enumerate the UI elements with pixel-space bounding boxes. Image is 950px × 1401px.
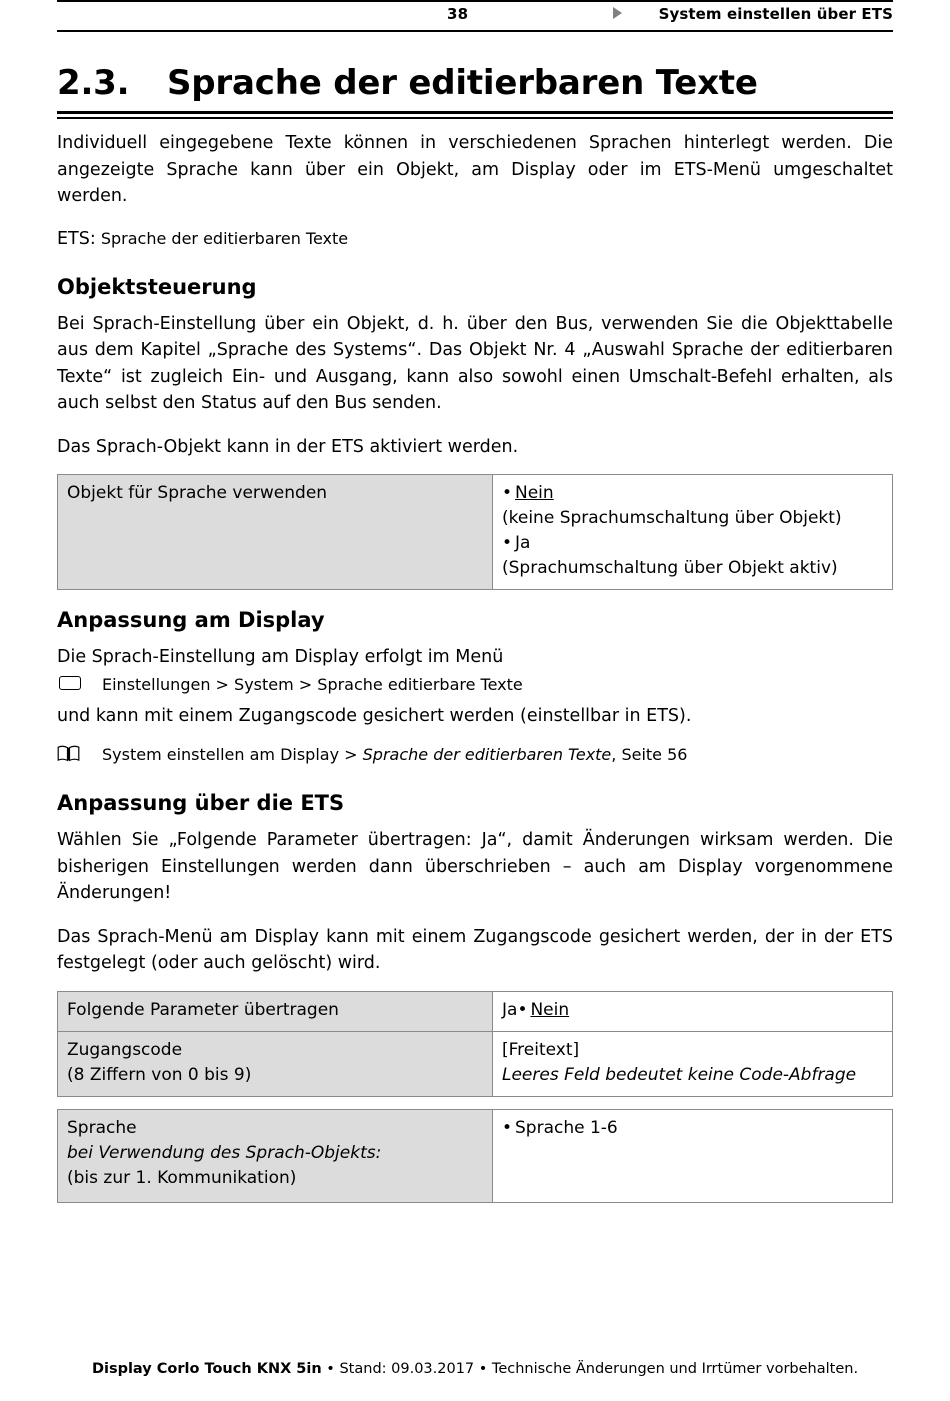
ets-paragraph-block xyxy=(57,827,893,907)
option-note-2: (Sprachumschaltung über Objekt aktiv) xyxy=(502,558,838,578)
page-header xyxy=(57,0,893,34)
param-value-cell xyxy=(493,991,893,1031)
table-row xyxy=(58,991,893,1031)
ets-paragraph2-block xyxy=(57,924,893,977)
table-ets-parameters xyxy=(57,991,893,1097)
param-value-cell xyxy=(493,475,893,590)
option-value-freetext: [Freitext] xyxy=(502,1039,580,1060)
ets-label-line xyxy=(57,227,893,251)
param-name-cell xyxy=(58,1031,493,1096)
cross-reference-suffix: , Seite 56 xyxy=(611,745,688,764)
bullet-icon: • xyxy=(502,483,513,503)
option-row-2 xyxy=(502,531,883,556)
table-row xyxy=(58,1109,893,1202)
heading-anpassung-ets: Anpassung über die ETS xyxy=(57,791,345,815)
ets-label-block xyxy=(57,227,893,251)
chapter-rule-thick xyxy=(57,111,893,114)
chapter-title-line xyxy=(57,62,893,104)
param-name: Zugangscode xyxy=(67,1039,183,1060)
param-name-cell xyxy=(58,991,493,1031)
footer-product: Display Corlo Touch KNX 5in xyxy=(91,1361,322,1377)
option-value-2: Ja xyxy=(515,533,531,553)
object-paragraph2-block xyxy=(57,434,893,461)
param-name-sub-1: bei Verwendung des Sprach-Objekts: xyxy=(67,1142,382,1163)
menu-path-line xyxy=(57,673,893,697)
footer-info: • Stand: 09.03.2017 • Technische Änderungen und Irrtümer vorbehalten. xyxy=(321,1361,859,1377)
chapter-heading xyxy=(57,62,893,119)
object-paragraph-block xyxy=(57,311,893,417)
ets-value: Sprache der editierbaren Texte xyxy=(100,228,349,248)
table-language-selection xyxy=(57,1109,893,1203)
option-note-1: (keine Sprachumschaltung über Objekt) xyxy=(502,508,842,528)
param-name: Folgende Parameter übertragen xyxy=(67,999,339,1020)
option-value-plain: Ja xyxy=(502,999,518,1020)
table-object-language xyxy=(57,474,893,590)
ets-paragraph: Wählen Sie „Folgende Parameter übertragen: Ja“, damit Änderungen wirksam werden. Die bisherigen Einstellungen werden dann überschrieben – auch am Display vorgenommene Änderungen! xyxy=(57,830,893,903)
option-row-1 xyxy=(502,1116,883,1141)
option-row-1 xyxy=(502,481,883,506)
param-name: Objekt für Sprache verwenden xyxy=(67,483,328,503)
header-rule-top xyxy=(57,0,893,2)
cross-reference-prefix: System einstellen am Display > xyxy=(102,745,363,764)
bullet-icon: • xyxy=(502,1117,513,1138)
chapter-title: Sprache der editierbaren Texte xyxy=(167,63,758,103)
header-page-number: 38 xyxy=(447,5,469,23)
object-paragraph-2: Das Sprach-Objekt kann in der ETS aktiviert werden. xyxy=(57,436,519,457)
page-content xyxy=(57,130,893,1203)
menu-path-text: Einstellungen > System > Sprache editierbare Texte xyxy=(102,674,523,694)
intro-block xyxy=(57,130,893,210)
option-value-selected: Nein xyxy=(515,483,554,503)
param-value-cell xyxy=(493,1109,893,1202)
display-paragraph: Die Sprach-Einstellung am Display erfolgt im Menü xyxy=(57,647,504,667)
heading-objektsteuerung: Objektsteuerung xyxy=(57,274,257,299)
heading-anpassung-display: Anpassung am Display xyxy=(57,608,325,632)
param-name-sub-2: (bis zur 1. Kommunikation) xyxy=(67,1167,297,1188)
cross-reference-title: Sprache der editierbaren Texte xyxy=(362,745,612,764)
display-screen-icon xyxy=(59,676,81,690)
bullet-icon: • xyxy=(502,533,513,553)
book-icon xyxy=(57,745,80,762)
header-rule-bottom xyxy=(57,30,893,32)
option-value: Sprache 1-6 xyxy=(515,1117,618,1138)
table-row xyxy=(58,475,893,590)
object-paragraph: Bei Sprach-Einstellung über ein Objekt, d. h. über den Bus, verwenden Sie die Objekttabelle aus dem Kapitel „Sprache des Systems“. Das Objekt Nr. 4 „Auswahl Sprache der editierbaren Texte“ ist zugleich Ein- und Ausgang, kann also sowohl einen Umschalt-Befehl erhalten, als auch selbst den Status auf den Bus senden. xyxy=(57,313,893,413)
ets-label: ETS: xyxy=(57,228,96,249)
chapter-number: 2.3. xyxy=(57,63,130,103)
header-section-title: System einstellen über ETS xyxy=(658,5,893,23)
triangle-right-icon xyxy=(613,7,622,19)
bullet-icon: • xyxy=(517,999,528,1020)
param-name: Sprache xyxy=(67,1117,137,1138)
page-footer xyxy=(57,1359,893,1379)
option-value-selected: Nein xyxy=(530,999,570,1020)
param-value-cell xyxy=(493,1031,893,1096)
table-row xyxy=(58,1031,893,1096)
option-value-hint: Leeres Feld bedeutet keine Code-Abfrage xyxy=(502,1064,857,1085)
param-name-cell xyxy=(58,475,493,590)
display-paragraph-2: und kann mit einem Zugangscode gesichert werden (einstellbar in ETS). xyxy=(57,705,692,726)
intro-paragraph: Individuell eingegebene Texte können in verschiedenen Sprachen hinterlegt werden. Die angezeigte Sprache kann über ein Objekt, am Display oder im ETS-Menü umgeschaltet werden. xyxy=(57,133,893,206)
cross-reference-line xyxy=(57,743,893,767)
chapter-rule-thin xyxy=(57,117,893,119)
ets-paragraph-2: Das Sprach-Menü am Display kann mit einem Zugangscode gesichert werden, der in der ETS festgelegt (oder auch gelöscht) wird. xyxy=(57,926,893,973)
param-name-sub: (8 Ziffern von 0 bis 9) xyxy=(67,1064,252,1085)
param-name-cell xyxy=(58,1109,493,1202)
